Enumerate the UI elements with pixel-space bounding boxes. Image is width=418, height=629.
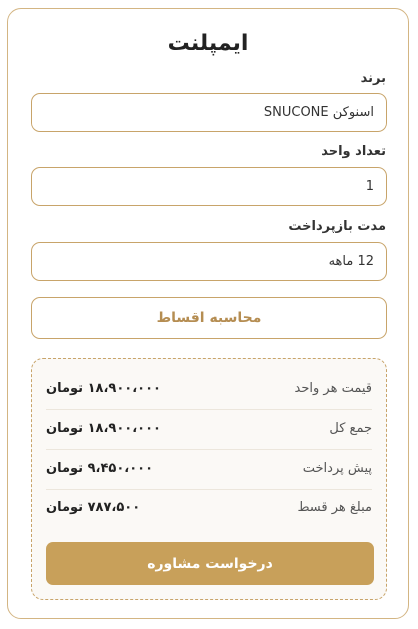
result-row-down-payment	[46, 449, 372, 490]
calculator-card	[7, 8, 409, 619]
result-label: مبلغ هر قسط	[297, 500, 372, 515]
result-value: ۱۸،۹۰۰،۰۰۰ تومان	[46, 421, 161, 436]
calculate-installments-button[interactable]: محاسبه اقساط	[31, 297, 387, 339]
result-value: ۷۸۷،۵۰۰ تومان	[46, 500, 141, 515]
result-label: پیش پرداخت	[302, 461, 372, 476]
result-row-unit-price	[46, 369, 372, 410]
quantity-input[interactable]	[31, 167, 387, 206]
result-row-total	[46, 409, 372, 450]
brand-input[interactable]	[31, 93, 387, 132]
result-row-installment	[46, 488, 372, 528]
result-value: ۱۸،۹۰۰،۰۰۰ تومان	[46, 381, 161, 396]
quantity-label: تعداد واحد	[321, 144, 386, 159]
result-label: قیمت هر واحد	[294, 381, 372, 396]
result-label: جمع کل	[329, 421, 372, 436]
result-value: ۹،۴۵۰،۰۰۰ تومان	[46, 461, 154, 476]
brand-label: برند	[360, 71, 386, 86]
term-label: مدت بازپرداخت	[288, 219, 386, 234]
term-input[interactable]	[31, 242, 387, 281]
page-title: ایمپلنت	[167, 31, 249, 56]
results-panel	[31, 358, 387, 600]
request-consultation-button[interactable]: درخواست مشاوره	[46, 542, 374, 585]
